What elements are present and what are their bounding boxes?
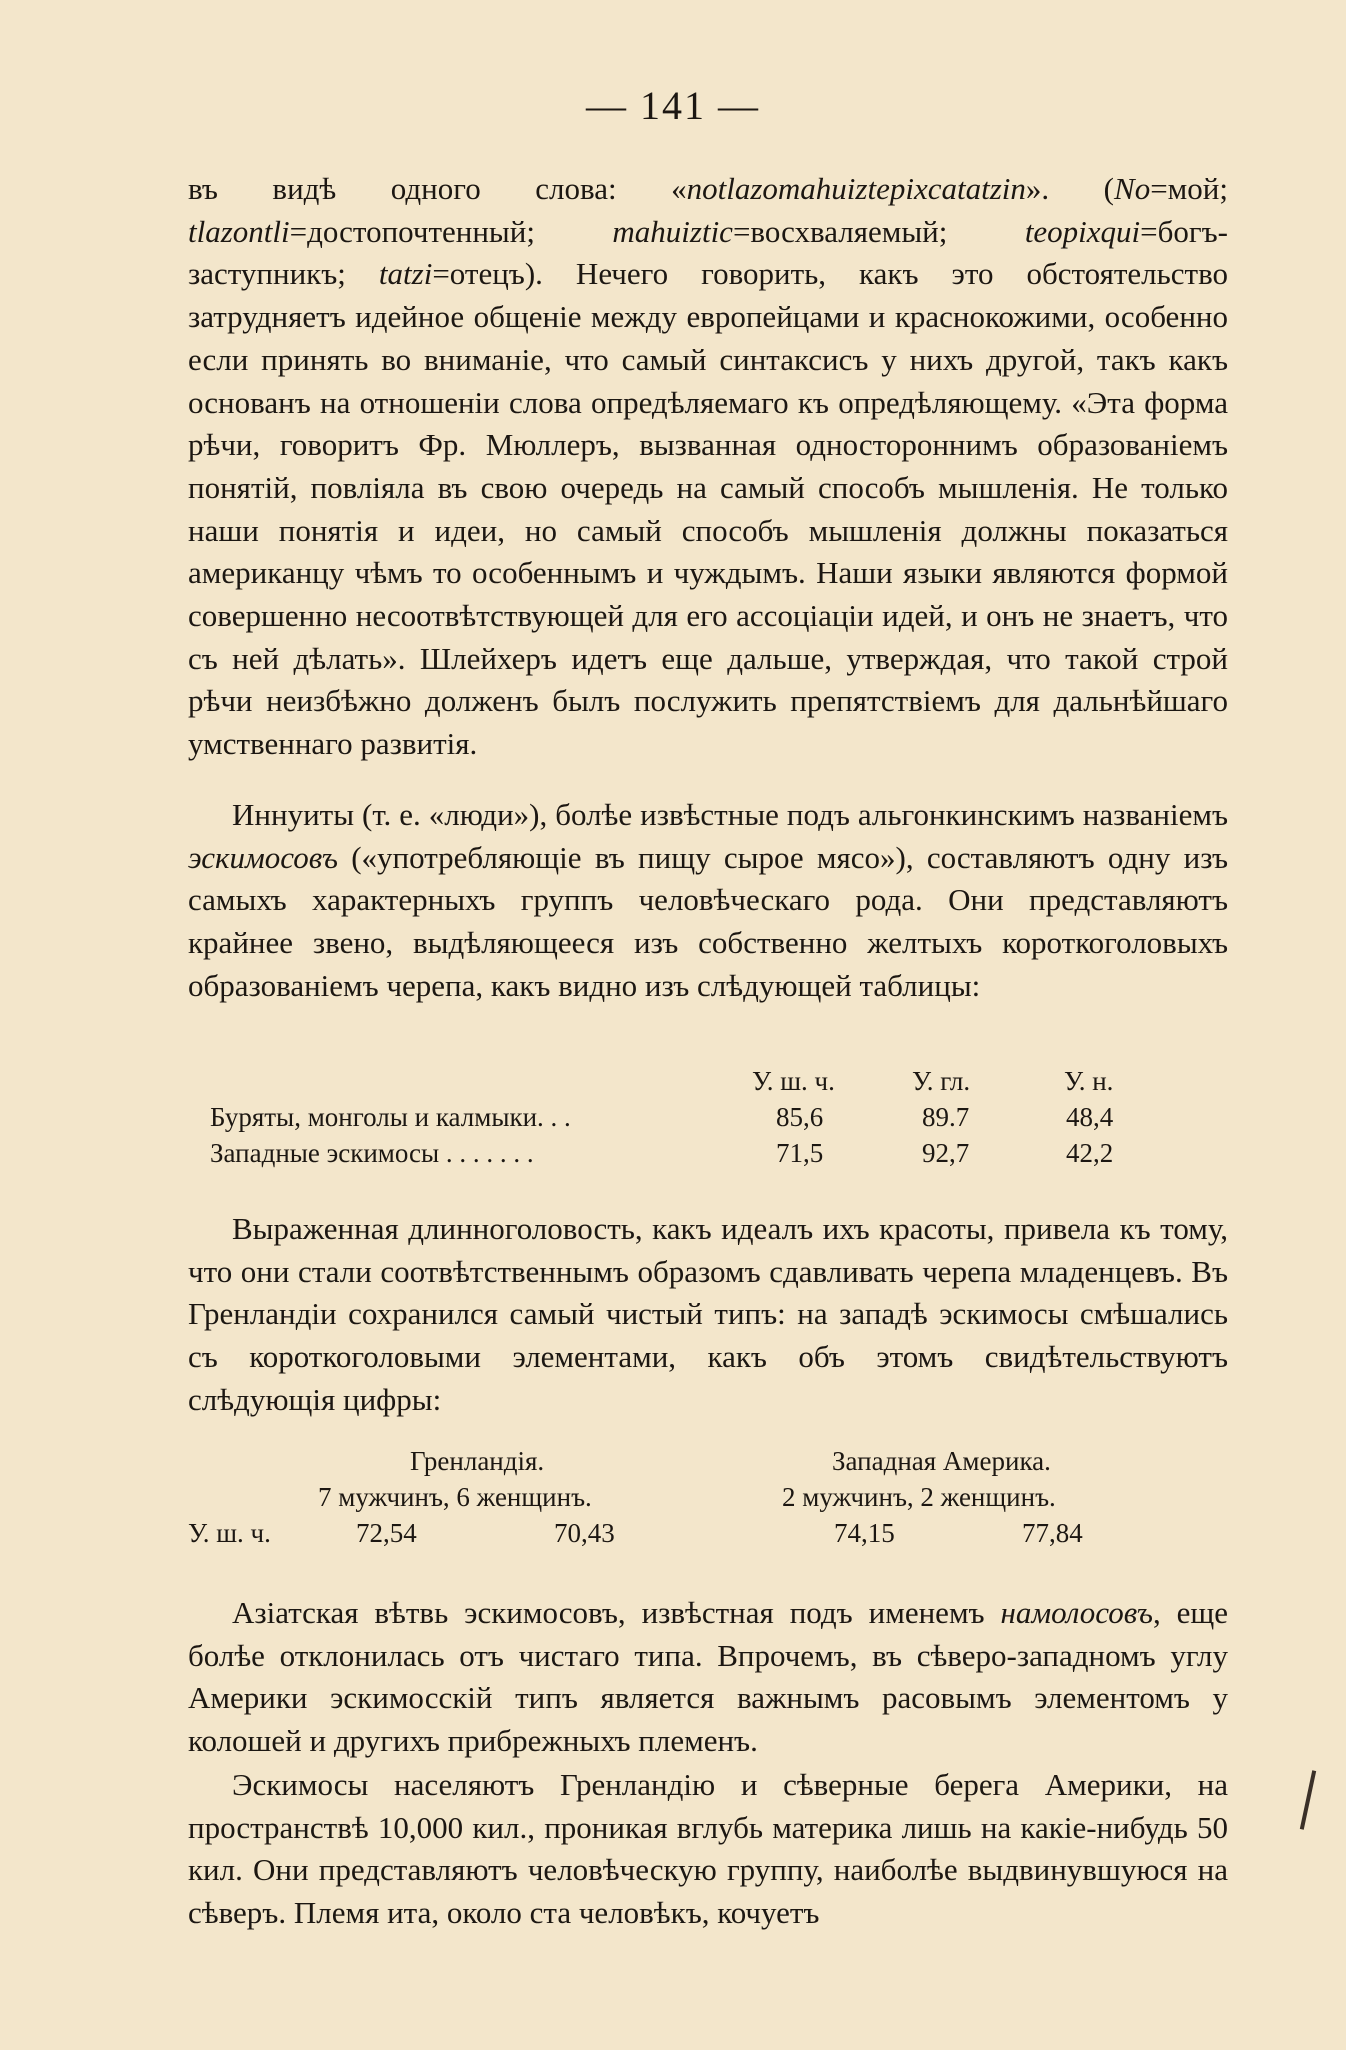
italic-term: tlazontli [188,213,290,249]
table2-group-header: Западная Америка. [832,1446,1051,1476]
text-run: Выраженная длинноголовость, какъ идеалъ ихъ красоты, привела къ тому, что они стали соотвѣтственнымъ образомъ сдавливать черепа младенцевъ. Въ Гренландіи сохранился самый чистый типъ: на западѣ эскимосы смѣшались съ короткоголовыми элементами, какъ объ этомъ свидѣтельствуютъ слѣдующія цифры: [188,1211,1228,1417]
table1-header: У. гл. [912,1066,971,1096]
margin-pencil-mark [1300,1770,1316,1830]
table2-group-header: Гренландія. [410,1446,545,1476]
text-run: =богъ-заступникъ; [188,213,1228,292]
table1-row-label: Западные эскимосы . . . . . . . [210,1138,534,1168]
paragraph-5 [188,1764,1228,1935]
paragraph-text [188,794,1228,1008]
table2-cell: 74,15 [834,1518,895,1548]
text-run: =отецъ). Нечего говорить, какъ это обстоятельство затрудняетъ идейное общеніе между европейцами и краснокожими, особенно если принять во вниманіе, что самый синтаксисъ у нихъ другой, такъ какъ основанъ на отношеніи слова опредѣляемаго къ опредѣляющему. «Эта форма рѣчи, говоритъ Фр. Мюллеръ, вызванная одностороннимъ образованіемъ понятій, повліяла въ свою очередь на самый способъ мышленія. Не только наши понятія и идеи, но самый способъ мышленія должны показаться американцу чѣмъ то особеннымъ и чуждымъ. Наши языки являются формой совершенно несоотвѣтствующей для его ассоціаціи идей, и онъ не знаетъ, что съ ней дѣлать». Шлейхеръ идетъ еще дальше, утверждая, что такой строй рѣчи неизбѣжно долженъ былъ послужить препятствіемъ для дальнѣйшаго умственнаго развитія. [188,256,1228,762]
paragraph-text [188,1208,1228,1422]
table1-row-label: Буряты, монголы и калмыки. . . [210,1102,571,1132]
paragraph-3 [188,1208,1228,1422]
text-run: Эскимосы населяютъ Гренландію и сѣверные берега Америки, на пространствѣ 10,000 кил., проникая вглубь материка лишь на какіе-нибудь 50 кил. Они представляютъ человѣческую группу, наиболѣе выдвинувшуюся на сѣверъ. Племя ита, около ста человѣкъ, кочуетъ [188,1767,1228,1931]
text-run: Иннуиты (т. е. «люди»), болѣе извѣстные подъ альгонкинскимъ названіемъ [232,797,1228,832]
paragraph-text [188,1592,1228,1763]
italic-term: mahuiztic [612,213,733,249]
table2-row-label: У. ш. ч. [188,1518,271,1548]
table2-subheader: 7 мужчинъ, 6 женщинъ. [318,1482,592,1512]
text-run: въ видѣ одного слова: « [188,171,687,206]
text-run: =достопочтенный; [289,213,613,249]
italic-term: No [1114,171,1151,206]
paragraph-text [188,168,1228,766]
italic-term: намолосовъ [1000,1595,1153,1630]
table1-cell: 42,2 [1066,1138,1114,1168]
italic-term: teopixqui [1024,213,1141,249]
paragraph-4 [188,1592,1228,1763]
italic-term: эскимосовъ [188,839,338,875]
table1-cell: 85,6 [776,1102,824,1132]
italic-term: notlazomahuiztepixcatatzin [686,171,1026,206]
table1-header: У. н. [1064,1066,1114,1096]
paragraph-2 [188,794,1228,1008]
paragraph-1 [188,168,1228,766]
text-run: , еще болѣе отклонилась отъ чистаго типа. Впрочемъ, въ сѣверо-западномъ углу Америки эскимосскій типъ является важнымъ расовымъ элементомъ у колошей и другихъ прибрежныхъ племенъ. [188,1595,1228,1759]
text-run: ». ( [1025,171,1115,206]
table2-cell: 70,43 [554,1518,615,1548]
table1-cell: 92,7 [922,1138,970,1168]
table1-cell: 48,4 [1066,1102,1114,1132]
table1-cell: 71,5 [776,1138,824,1168]
text-run: =мой; [1150,171,1229,206]
table1-cell: 89.7 [922,1102,970,1132]
paragraph-text [188,1764,1228,1935]
italic-term: tatzi [378,256,433,292]
table2-cell: 72,54 [356,1518,417,1548]
table2-cell: 77,84 [1022,1518,1083,1548]
text-run: («употребляющіе въ пищу сырое мясо»), составляютъ одну изъ самыхъ характерныхъ группъ человѣческаго рода. Они представляютъ крайнее звено, выдѣляющееся изъ собственно желтыхъ короткоголовыхъ образованіемъ черепа, какъ видно изъ слѣдующей таблицы: [188,839,1228,1003]
table2-subheader: 2 мужчинъ, 2 женщинъ. [782,1482,1056,1512]
page-number: — 141 — [586,83,760,128]
text-run: Азіатская вѣтвь эскимосовъ, извѣстная подъ именемъ [232,1595,1001,1630]
text-run: =восхваляемый; [732,213,1025,249]
table1-header: У. ш. ч. [752,1066,835,1096]
